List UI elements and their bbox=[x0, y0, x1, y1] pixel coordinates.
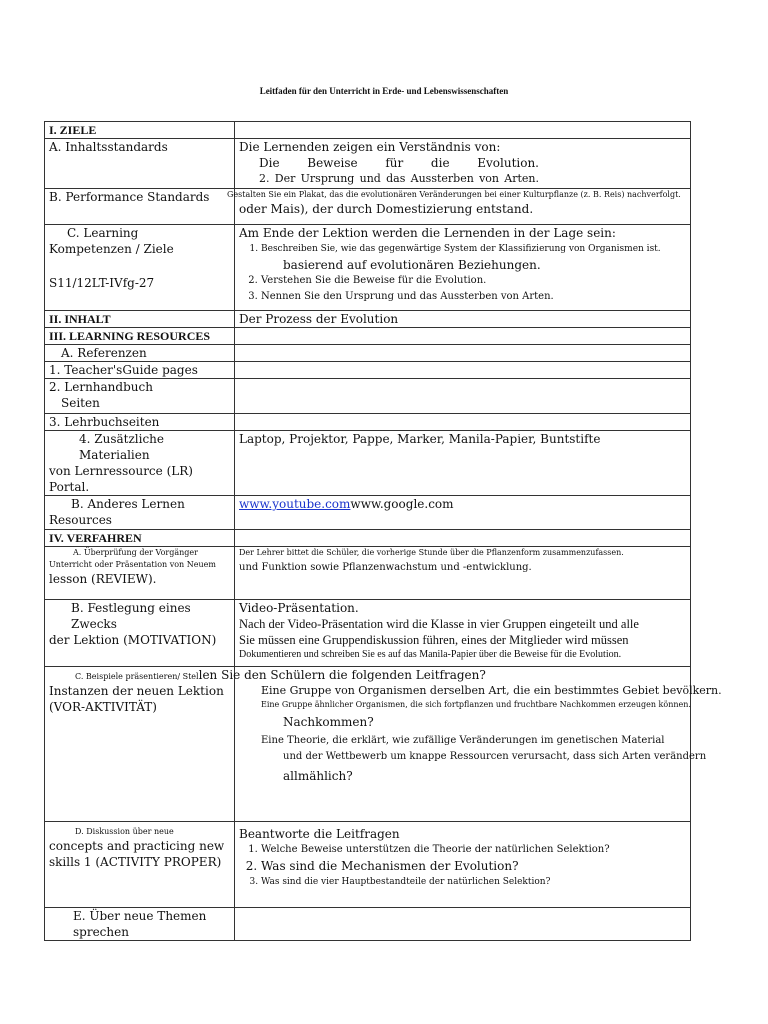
inhalt-text: Der Prozess der Evolution bbox=[235, 311, 691, 328]
leitfrage-3: Eine Theorie, die erklärt, wie zufällige Veränderungen im genetischen Material bbox=[261, 735, 665, 746]
inhaltsstandards-content bbox=[235, 139, 691, 189]
motivation-text-2: Nach der Video-Präsentation wird die Klasse in vier Gruppen eingeteilt und alle bbox=[239, 617, 639, 631]
lehrbuch-label: 3. Lehrbuchseiten bbox=[45, 414, 235, 431]
row-inhalt bbox=[45, 311, 691, 328]
materialien-value: Laptop, Projektor, Pappe, Marker, Manila-Papier, Buntstifte bbox=[235, 431, 691, 496]
motivation-text-1: Video-Präsentation. bbox=[239, 601, 359, 615]
row-resources-heading bbox=[45, 328, 691, 345]
motivation-content bbox=[235, 600, 691, 667]
ziele-heading: I. ZIELE bbox=[45, 122, 235, 139]
performance-standards-text-2: oder Mais), der durch Domestizierung entstand. bbox=[239, 202, 534, 216]
competencies-label-2: Kompetenzen / Ziele bbox=[49, 242, 174, 256]
lernhandbuch-label-1: 2. Lernhandbuch bbox=[49, 380, 153, 394]
performance-standards-content bbox=[227, 189, 691, 225]
row-competencies bbox=[45, 225, 691, 311]
referenzen-label: A. Referenzen bbox=[45, 345, 235, 362]
document-title: Leitfaden für den Unterricht in Erde- und Lebenswissenschaften bbox=[259, 86, 509, 96]
inhalt-heading: II. INHALT bbox=[45, 311, 235, 328]
competency-item-3: 3. Nennen Sie den Ursprung und das Aussterben von Arten. bbox=[261, 289, 686, 305]
row-neue-themen bbox=[45, 908, 691, 941]
row-zusaetzliche-materialien bbox=[45, 431, 691, 496]
neue-themen-label: E. Über neue Themen sprechen bbox=[45, 908, 235, 941]
row-vor-aktivitaet bbox=[45, 667, 691, 822]
inhaltsstandards-intro: Die Lernenden zeigen ein Verständnis von: bbox=[239, 140, 501, 154]
vor-aktivitaet-label-3: (VOR-AKTIVITÄT) bbox=[49, 700, 157, 714]
activity-proper-label-1: D. Diskussion über neue bbox=[75, 827, 174, 836]
anderes-lernen-content bbox=[235, 496, 691, 530]
row-performance-standards bbox=[45, 189, 691, 225]
vor-aktivitaet-label-1: C. Beispiele präsentieren/ Stellen Sie den Schülern die folgenden Leitfragen? bbox=[75, 668, 486, 682]
motivation-label bbox=[45, 600, 235, 667]
leitfrage-2-cont: Nachkommen? bbox=[283, 715, 374, 729]
activity-question-2: 2. Was sind die Mechanismen der Evolution? bbox=[261, 858, 686, 874]
row-anderes-lernen bbox=[45, 496, 691, 530]
row-lehrbuch bbox=[45, 414, 691, 431]
competencies-label bbox=[45, 225, 235, 311]
review-text-1: Der Lehrer bittet die Schüler, die vorherige Stunde über die Pflanzenform zusammenzufassen. bbox=[239, 548, 624, 557]
motivation-text-3: Sie müssen eine Gruppendiskussion führen, eines der Mitglieder wird müssen bbox=[239, 633, 629, 647]
performance-standards-label: B. Performance Standards bbox=[45, 189, 235, 225]
row-activity-proper bbox=[45, 822, 691, 908]
competencies-list bbox=[239, 241, 686, 305]
row-teachers-guide bbox=[45, 362, 691, 379]
activity-proper-list bbox=[239, 842, 686, 890]
activity-proper-label bbox=[45, 822, 235, 908]
competency-code: S11/12LT-IVfg-27 bbox=[49, 276, 155, 290]
leitfrage-3-end: allmählich? bbox=[283, 769, 353, 783]
competency-item-1-cont: basierend auf evolutionären Beziehungen. bbox=[283, 258, 541, 272]
motivation-label-1: B. Festlegung eines Zwecks bbox=[71, 601, 191, 631]
lernhandbuch-label bbox=[45, 379, 235, 414]
review-label-2: Unterricht oder Präsentation von Neuem bbox=[49, 560, 216, 569]
vor-aktivitaet-content bbox=[235, 667, 722, 822]
row-review bbox=[45, 547, 691, 600]
activity-proper-label-2: concepts and practicing new bbox=[49, 839, 225, 853]
lesson-plan-table bbox=[44, 121, 722, 941]
google-text: www.google.com bbox=[350, 497, 454, 511]
competencies-intro: Am Ende der Lektion werden die Lernenden in der Lage sein: bbox=[239, 226, 616, 240]
lernhandbuch-label-2: Seiten bbox=[61, 396, 100, 410]
row-lernhandbuch bbox=[45, 379, 691, 414]
materialien-label-2: von Lernressource (LR) bbox=[49, 464, 193, 478]
leitfrage-2: Eine Gruppe ähnlicher Organismen, die sich fortpflanzen und fruchtbare Nachkommen erzeugen können. bbox=[261, 700, 691, 709]
competency-item-2: 2. Verstehen Sie die Beweise für die Evolution. bbox=[261, 273, 686, 289]
inhaltsstandards-item-2: 2. Der Ursprung und das Aussterben von Arten. bbox=[259, 172, 539, 185]
materialien-label-3: Portal. bbox=[49, 480, 90, 494]
row-referenzen bbox=[45, 345, 691, 362]
anderes-lernen-label bbox=[45, 496, 235, 530]
motivation-label-2: der Lektion (MOTIVATION) bbox=[49, 633, 217, 647]
verfahren-heading: IV. VERFAHREN bbox=[45, 530, 235, 547]
anderes-lernen-label-2: Resources bbox=[49, 513, 112, 527]
motivation-text-4: Dokumentieren und schreiben Sie es auf das Manila-Papier über die Beweise für die Evolution. bbox=[239, 649, 622, 660]
materialien-label-1: 4. Zusätzliche Materialien bbox=[79, 432, 165, 462]
leitfrage-1: Eine Gruppe von Organismen derselben Art, die ein bestimmtes Gebiet bevölkern. bbox=[261, 684, 722, 697]
leitfrage-3-cont: und der Wettbewerb um knappe Ressourcen verursacht, dass sich Arten verändern bbox=[283, 751, 707, 762]
youtube-link[interactable]: www.youtube.com bbox=[239, 497, 351, 511]
resources-heading: III. LEARNING RESOURCES bbox=[45, 328, 235, 345]
review-content bbox=[235, 547, 691, 600]
review-label-3: lesson (REVIEW). bbox=[49, 572, 157, 586]
row-inhaltsstandards bbox=[45, 139, 691, 189]
competency-item-1: 1. Beschreiben Sie, wie das gegenwärtige System der Klassifizierung von Organismen ist. bbox=[261, 241, 686, 257]
row-verfahren-heading bbox=[45, 530, 691, 547]
teachers-guide-label: 1. Teacher'sGuide pages bbox=[45, 362, 235, 379]
activity-question-3: 3. Was sind die vier Hauptbestandteile der natürlichen Selektion? bbox=[261, 874, 686, 890]
performance-standards-text-1: Gestalten Sie ein Plakat, das die evolutionären Veränderungen bei einer Kulturpflanze (z. B. Reis) nachverfolgt. bbox=[227, 190, 681, 199]
inhaltsstandards-label: A. Inhaltsstandards bbox=[45, 139, 235, 189]
review-text-2: und Funktion sowie Pflanzenwachstum und -entwicklung. bbox=[239, 562, 532, 573]
vor-aktivitaet-label-2: Instanzen der neuen Lektion bbox=[49, 684, 224, 698]
activity-proper-intro: Beantworte die Leitfragen bbox=[239, 827, 400, 841]
activity-proper-label-3: skills 1 (ACTIVITY PROPER) bbox=[49, 855, 222, 869]
activity-proper-content bbox=[235, 822, 691, 908]
activity-question-1: 1. Welche Beweise unterstützen die Theorie der natürlichen Selektion? bbox=[261, 842, 686, 858]
competencies-content bbox=[235, 225, 691, 311]
competencies-label-1: C. Learning bbox=[67, 226, 139, 240]
anderes-lernen-label-1: B. Anderes Lernen bbox=[71, 497, 185, 511]
zusaetzliche-materialien-label bbox=[45, 431, 235, 496]
row-motivation bbox=[45, 600, 691, 667]
inhaltsstandards-item-1: Die Beweise für die Evolution. bbox=[259, 156, 539, 170]
row-ziele-heading bbox=[45, 122, 691, 139]
review-label-1: A. Überprüfung der Vorgänger bbox=[73, 548, 198, 557]
review-label bbox=[45, 547, 235, 600]
